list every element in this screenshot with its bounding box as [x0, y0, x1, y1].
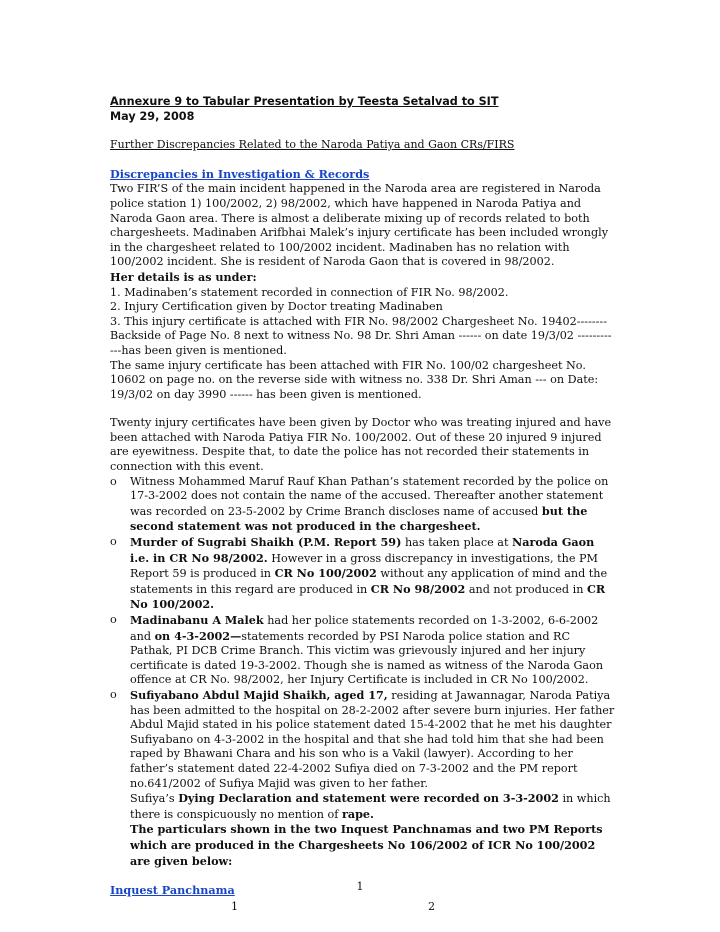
- inquest-panchnama-link[interactable]: Inquest Panchnama: [110, 883, 235, 898]
- bullet-marker: o: [110, 687, 117, 701]
- discrepancy-list: [110, 475, 615, 869]
- bullet-marker: o: [110, 613, 117, 626]
- document-subtitle: Further Discrepancies Related to the Naroda Patiya and Gaon CRs/FIRS: [110, 138, 515, 152]
- document-body: [110, 95, 615, 916]
- injury-certificates-intro: Twenty injury certificates have been given by Doctor who was treating injured and have been attached with Naroda Patiya FIR No. 100/2002. Out of these 20 injured 9 injured are eyewitness. Despite that, to date the police has not recorded their statements in connection with this event.: [110, 416, 612, 474]
- discrepancies-section: [110, 167, 615, 403]
- column-number-1: 1: [231, 899, 239, 913]
- injury-certificates-section: [110, 416, 615, 869]
- discrepancies-intro: Two FIR’S of the main incident happened in the Naroda area are registered in Naroda police station 1) 100/2002, 2) 98/2002, which have happened in Naroda Patiya and Naroda Gaon area. There is almost a deliberate mixing up of records related to both chargesheets. Madinaben Arifbhai Malek’s injury certificate has been included wrongly in the chargesheet related to 100/2002 incident. Madinaben has no relation with 100/2002 incident. She is resident of Naroda Gaon that is covered in 98/2002.: [110, 182, 609, 269]
- same-certificate-paragraph: The same injury certificate has been attached with FIR No. 100/02 chargesheet No. 10602 on page no. on the reverse side with witness no. 338 Dr. Shri Aman --- on Date: 19/3/02 on day 3990 ------ has been given is mentioned.: [110, 358, 599, 401]
- list-item-sufiyabano-shaikh: o Sufiyabano Abdul Majid Shaikh, aged 17, residing at Jawannagar, Naroda Patiya has been admitted to the hospital on 28-2-2002 after severe burn injuries. Her father Abdul Majid stated in his police statement dated 15-4-2002 that he met his daughter Sufiyabano on 4-3-2002 in the hospital and that she had told him that she had been raped by Bhawani Chara and his son who is a Vakil (lawyer). According to her father’s statement dated 22-4-2002 Sufiya died on 7-3-2002 and the PM report no.641/2002 of Sufiya Majid was given to her father. Sufiya’s Dying Declaration and statement were recorded on 3-3-2002 in which there is conspicuously no mention of rape. The particulars shown in the two Inquest Panchnamas and two PM Reports which are produced in the Chargesheets No 106/2002 of ICR No 100/2002 are given below:: [110, 687, 615, 868]
- bullet-marker: o: [110, 535, 117, 549]
- particulars-paragraph: The particulars shown in the two Inquest Panchnamas and two PM Reports which are produced in the Chargesheets No 106/2002 of ICR No 100/2002 are given below:: [130, 822, 603, 868]
- bullet-marker: o: [110, 474, 117, 488]
- column-numbers: [110, 900, 615, 916]
- annexure-date: May 29, 2008: [110, 109, 195, 123]
- page-number: 1: [356, 880, 364, 893]
- details-item-3: 3. This injury certificate is attached with FIR No. 98/2002 Chargesheet No. 19402-------- Backside of Page No. 8 next to witness No. 98 Dr. Shri Aman ------ on date 19/3/02 ------------has been given is mentioned.: [110, 314, 612, 357]
- details-item-2: 2. Injury Certification given by Doctor treating Madinaben: [110, 300, 443, 314]
- annexure-title: Annexure 9 to Tabular Presentation by Teesta Setalvad to SIT: [110, 95, 499, 108]
- dying-declaration-paragraph: Sufiya’s Dying Declaration and statement were recorded on 3-3-2002 in which there is conspicuously no mention of rape.: [130, 791, 611, 821]
- column-number-2: 2: [428, 899, 436, 913]
- details-item-1: 1. Madinaben’s statement recorded in connection of FIR No. 98/2002.: [110, 285, 509, 299]
- list-item-sugrabi-shaikh: o Murder of Sugrabi Shaikh (P.M. Report 59) has taken place at Naroda Gaon i.e. in CR No 98/2002. However in a gross discrepancy in investigations, the PM Report 59 is produced in CR No 100/2002 without any application of mind and the statements in this regard are produced in CR No 98/2002 and not produced in CR No 100/2002.: [110, 535, 608, 612]
- list-item-madinabanu-malek: o Madinabanu A Malek had her police statements recorded on 1-3-2002, 6-6-2002 and on 4-3-2002—statements recorded by PSI Naroda police station and RC Pathak, PI DCB Crime Branch. This victim was grievously injured and her injury certificate is dated 19-3-2002. Though she is named as witness of the Naroda Gaon offence at CR No. 98/2002, her Injury Certificate is included in CR No 100/2002.: [110, 613, 604, 687]
- discrepancies-heading-link[interactable]: Discrepancies in Investigation & Records: [110, 166, 370, 181]
- details-heading: Her details is as under:: [110, 269, 257, 284]
- list-item-maruf-pathan: o Witness Mohammed Maruf Rauf Khan Pathan’s statement recorded by the police on 17-3-2002 does not contain the name of the accused. Thereafter another statement was recorded on 23-5-2002 by Crime Branch discloses name of accused but the second statement was not produced in the chargesheet.: [110, 474, 609, 534]
